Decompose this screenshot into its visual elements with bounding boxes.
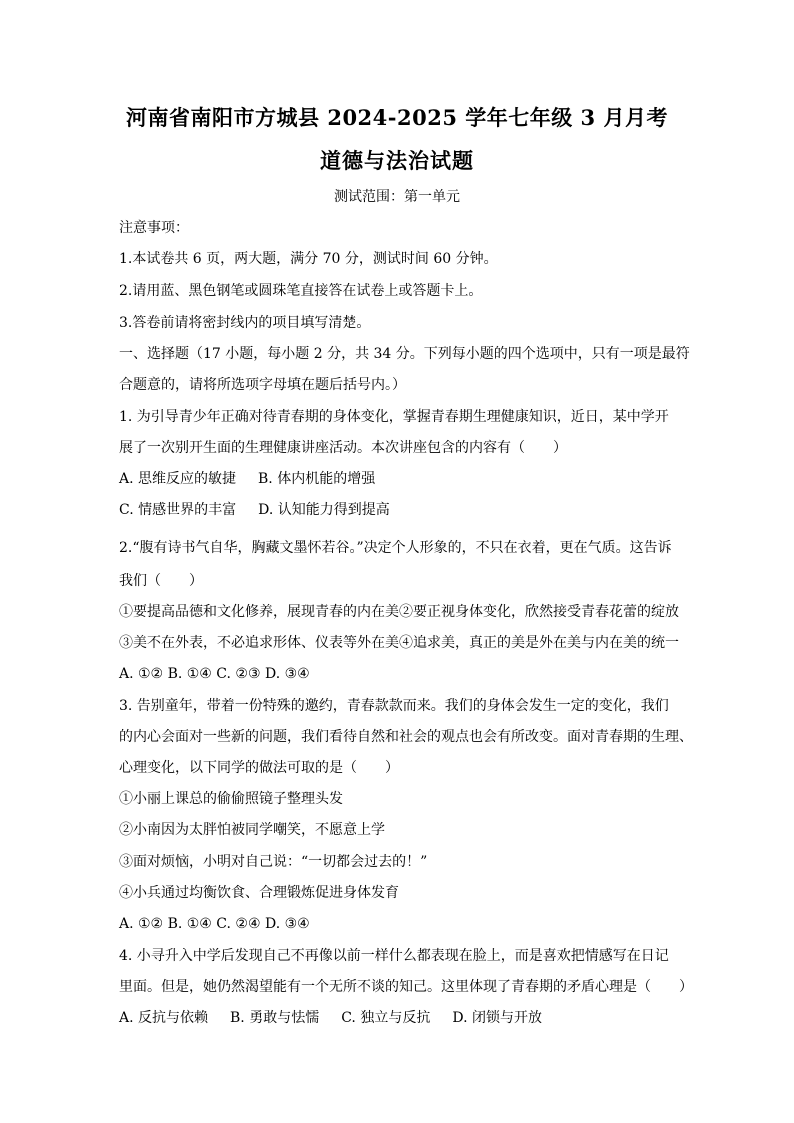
statement-line: ③面对烦恼，小明对自己说：“一切都会过去的！” — [119, 854, 428, 870]
options-row — [119, 500, 679, 520]
note-item: 2.请用蓝、黑色钢笔或圆珠笔直接答在试卷上或答题卡上。 — [119, 283, 483, 299]
option-b[interactable]: B. 体内机能的增强 — [258, 471, 376, 487]
option-b[interactable]: B. 勇敢与怯懦 — [230, 1010, 320, 1026]
option-c[interactable]: C. 独立与反抗 — [341, 1010, 431, 1026]
note-item: 3.答卷前请将密封线内的项目填写清楚。 — [119, 315, 371, 331]
option-d[interactable]: D. 认知能力得到提高 — [258, 502, 390, 518]
option-c[interactable]: C. 情感世界的丰富 — [119, 502, 237, 518]
options-row[interactable]: A. ①② B. ①④ C. ②③ D. ③④ — [119, 666, 310, 682]
question-stem: 展了一次别开生面的生理健康讲座活动。本次讲座包含的内容有（ ） — [119, 440, 567, 456]
section-intro: 合题意的，请将所选项字母填在题后括号内。） — [119, 377, 406, 393]
question-stem: 的内心会面对一些新的问题，我们看待自然和社会的观点也会有所改变。面对青春期的生理、 — [119, 729, 693, 745]
exam-subject-title: 道德与法治试题 — [320, 148, 474, 173]
section-intro: 一、选择题（17 小题，每小题 2 分，共 34 分。下列每小题的四个选项中，只有一项是最符 — [119, 346, 690, 362]
option-d[interactable]: D. 闭锁与开放 — [452, 1010, 542, 1026]
statement-line: ①要提高品德和文化修养，展现青春的内在美②要正视身体变化，欣然接受青春花蕾的绽放 — [119, 604, 679, 620]
statement-line: ④小兵通过均衡饮食、合理锻炼促进身体发育 — [119, 885, 399, 901]
question-stem: 2.“腹有诗书气自华，胸藏文墨怀若谷。”决定个人形象的，不只在衣着，更在气质。这告诉 — [119, 540, 672, 556]
statement-line: ①小丽上课总的偷偷照镜子整理头发 — [119, 791, 343, 807]
question-stem: 3. 告别童年，带着一份特殊的邀约，青春款款而来。我们的身体会发生一定的变化，我们 — [119, 698, 669, 714]
option-a[interactable]: A. 思维反应的敏捷 — [119, 471, 237, 487]
test-scope: 测试范围：第一单元 — [334, 189, 460, 205]
options-row[interactable]: A. ①② B. ①④ C. ②④ D. ③④ — [119, 916, 310, 932]
statement-line: ②小南因为太胖怕被同学嘲笑，不愿意上学 — [119, 822, 385, 838]
question-stem: 里面。但是，她仍然渴望能有一个无所不谈的知己。这里体现了青春期的矛盾心理是（ ） — [119, 979, 693, 995]
note-item: 1.本试卷共 6 页，两大题，满分 70 分，测试时间 60 分钟。 — [119, 251, 498, 267]
notes-heading: 注意事项： — [119, 220, 189, 236]
options-row — [119, 469, 679, 489]
question-stem: 1. 为引导青少年正确对待青春期的身体变化，掌握青春期生理健康知识，近日，某中学开 — [119, 409, 669, 425]
exam-title: 河南省南阳市方城县 2024-2025 学年七年级 3 月月考 — [126, 105, 668, 130]
question-stem: 我们（ ） — [119, 573, 203, 589]
option-a[interactable]: A. 反抗与依赖 — [119, 1010, 209, 1026]
question-stem: 心理变化，以下同学的做法可取的是（ ） — [119, 760, 399, 776]
statement-line: ③美不在外表，不必追求形体、仪表等外在美④追求美，真正的美是外在美与内在美的统一 — [119, 635, 679, 651]
options-row — [119, 1008, 679, 1028]
question-stem: 4. 小寻升入中学后发现自己不再像以前一样什么都表现在脸上，而是喜欢把情感写在日记 — [119, 948, 669, 964]
